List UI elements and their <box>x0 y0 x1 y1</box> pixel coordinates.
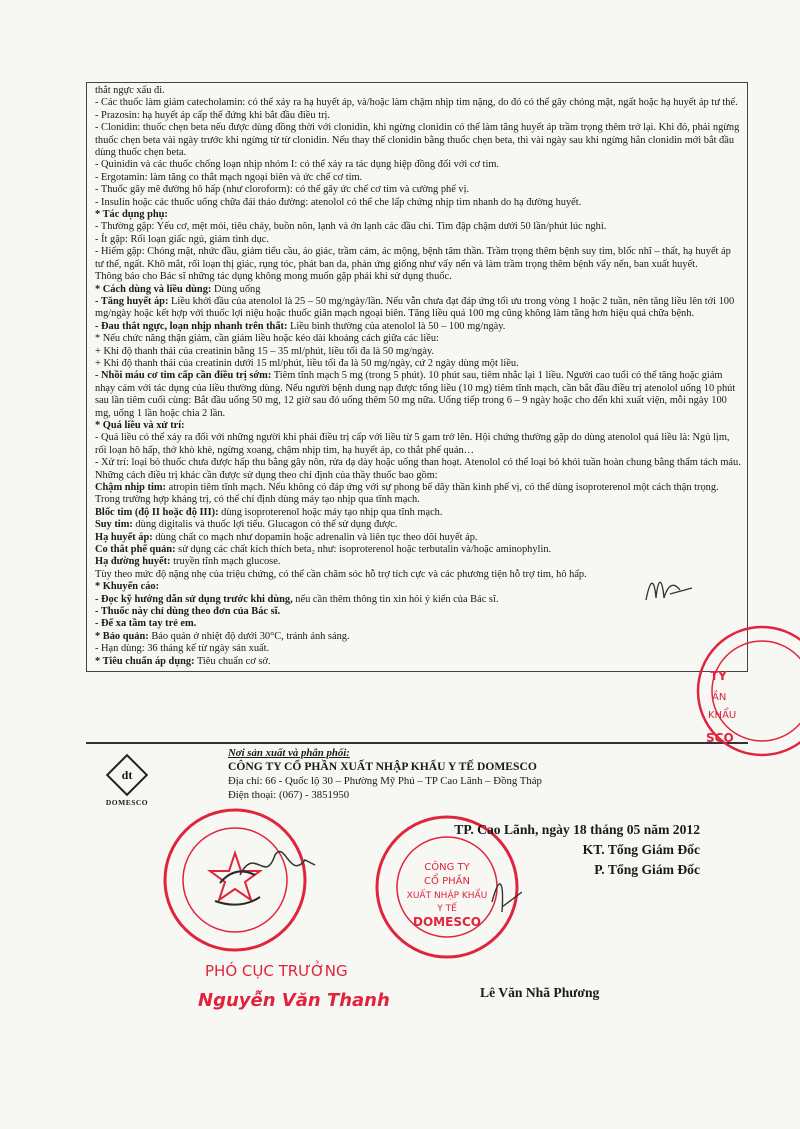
leaflet-paragraph <box>95 85 741 97</box>
leaflet-text: atropin tiêm tĩnh mạch. Nếu không có đáp ứng với sự phong bế dây thần kinh phế vị, có thể dùng isoproterenol một cách thận trọng. Trong trường hợp kháng trị, có thể chỉ định dùng máy tạo nhịp qua tĩnh mạch. <box>95 482 719 506</box>
manufacturer-footer <box>86 742 748 806</box>
leaflet-paragraph <box>95 370 741 420</box>
leaflet-paragraph <box>95 97 741 109</box>
leaflet-text: - Thường gặp: Yếu cơ, mệt mỏi, tiêu chảy, buồn nôn, lạnh và ớn lạnh các đầu chi. Tim đập chậm dưới 50 lần/phút lúc nghỉ. <box>95 221 607 233</box>
leaflet-heading: Hạ đường huyết: <box>95 556 171 568</box>
leaflet-heading: - Đau thắt ngực, loạn nhịp nhanh trên thất: <box>95 320 288 332</box>
company-stamp-edge <box>672 622 800 760</box>
leaflet-text: - Các thuốc làm giảm catecholamin: có thể xảy ra hạ huyết áp, và/hoặc làm chậm nhịp tim nặng, do đó có thể gây chóng mặt, ngất hoặc hạ huyết áp tư thế. <box>95 97 738 109</box>
leaflet-text: - Xử trí: loại bỏ thuốc chưa được hấp thu bằng gây nôn, rửa dạ dày hoặc uống than hoạt. Atenolol có thể loại bỏ khỏi tuần hoàn chung bằng thẩm tách máu. Những cách điều trị khác cần được sử dụng theo chỉ định của thầy thuốc bao gồm: <box>95 457 741 481</box>
svg-text:CỔ PHẦN: CỔ PHẦN <box>424 876 470 887</box>
leaflet-paragraph <box>95 358 741 370</box>
leaflet-heading: Chậm nhịp tim: <box>95 482 167 493</box>
leaflet-paragraph <box>95 159 741 171</box>
leaflet-text: Tùy theo mức độ nặng nhẹ của triệu chứng, có thể cần chăm sóc hỗ trợ tích cực và các phương tiện hỗ trợ tim, hô hấp. <box>95 568 587 580</box>
initial-signature <box>640 570 700 610</box>
svg-text:Y TẾ: Y TẾ <box>437 904 457 914</box>
leaflet-paragraph <box>95 184 741 196</box>
leaflet-text: Tiêm tĩnh mạch 5 mg (trong 5 phút). 10 phút sau, tiêm nhắc lại 1 liều. Người cao tuổi có thể tăng hoặc giảm nhạy cảm với tác dụng của liều thường dùng. Nếu người bệnh dung nạp được tổng liều (10 mg) tiêm tĩnh mạch, cần bắt đầu điều trị atenolol uống 10 phút sau lần tiêm cuối cùng: Bắt đầu uống 50 mg, 12 giờ sau đó uống thêm 50 mg nữa. Uống tiếp trong 6 – 9 ngày hoặc cho đến khi xuất viện, mỗi ngày 100 mg, uống 1 lần hoặc chia 2 lần. <box>95 370 736 419</box>
leaflet-heading: * Cách dùng và liều dùng: <box>95 283 212 295</box>
deputy-name: Nguyễn Văn Thanh <box>198 990 390 1011</box>
diamond-logo-icon: dt <box>106 754 148 796</box>
leaflet-heading: Hạ huyết áp: <box>95 531 153 543</box>
svg-text:TY: TY <box>710 669 727 683</box>
leaflet-text: + Khi độ thanh thải của creatinin bằng 15 – 35 ml/phút, liều tối đa là 50 mg/ngày. <box>95 345 435 357</box>
leaflet-text: - Quinidin và các thuốc chống loạn nhịp nhóm I: có thể xảy ra tác dụng hiệp đồng đối với cơ tim. <box>95 159 500 171</box>
leaflet-paragraph <box>95 271 741 283</box>
leaflet-text: dùng isoproterenol hoặc máy tạo nhịp qua tĩnh mạch. <box>218 506 443 518</box>
leaflet-paragraph <box>95 457 741 482</box>
leaflet-heading: Suy tim: <box>95 519 133 531</box>
leaflet-text: * Nếu chức năng thận giảm, cần giảm liều hoặc kéo dài khoảng cách giữa các liều: <box>95 333 439 345</box>
company-address: Địa chỉ: 66 - Quốc lộ 30 – Phường Mỹ Phú – TP Cao Lãnh – Đồng Tháp <box>228 775 542 787</box>
leaflet-text: Thông báo cho Bác sĩ những tác dụng không mong muốn gặp phải khi sử dụng thuốc. <box>95 271 452 283</box>
svg-text:DOMESCO: DOMESCO <box>413 915 481 929</box>
leaflet-text: - Clonidin: thuốc chẹn beta nếu được dùng đồng thời với clonidin, khi ngừng clonidin có thể làm tăng huyết áp trầm trọng thêm trở lại. Khi đó, phải ngừng thuốc chẹn beta vài ngày trước khi ngừng từ từ clonidin. Nếu thay thế clonidin bằng thuốc chẹn beta, thì vài ngày sau khi ngừng hẳn clonidin mới bắt đầu dùng thuốc chẹn beta. <box>95 122 740 159</box>
leaflet-heading: * Quá liều và xử trí: <box>95 419 185 431</box>
signer-role-1: KT. Tổng Giám Đốc <box>582 842 700 857</box>
leaflet-heading: - Tăng huyết áp: <box>95 295 169 307</box>
leaflet-paragraph <box>95 631 741 643</box>
leaflet-paragraph <box>95 110 741 122</box>
leaflet-text: Tiêu chuẩn cơ sở. <box>194 655 271 667</box>
leaflet-heading: - Đọc kỹ hướng dẫn sử dụng trước khi dùng, <box>95 593 293 605</box>
logo-text: DOMESCO <box>105 798 149 807</box>
svg-text:ẦN: ẦN <box>712 692 727 703</box>
leaflet-text: - Ergotamin: làm tăng co thắt mạch ngoại biên và ức chế cơ tim. <box>95 171 363 183</box>
leaflet-paragraph <box>95 482 741 507</box>
leaflet-paragraph <box>95 544 741 556</box>
leaflet-paragraph <box>95 122 741 159</box>
leaflet-heading: * Bảo quản: <box>95 630 149 642</box>
leaflet-paragraph <box>95 209 741 221</box>
leaflet-heading: * Tác dụng phụ: <box>95 209 168 221</box>
approval-block <box>370 820 700 880</box>
leaflet-text: - Hạn dùng: 36 tháng kể từ ngày sản xuất. <box>95 643 270 655</box>
leaflet-heading: - Thuốc này chỉ dùng theo đơn của Bác sĩ. <box>95 606 281 618</box>
leaflet-paragraph <box>95 197 741 209</box>
leaflet-text: thắt ngực xấu đi. <box>95 85 165 96</box>
svg-text:KHẨU: KHẨU <box>708 710 737 721</box>
leaflet-text: truyền tĩnh mạch glucose. <box>170 556 281 568</box>
date-line: TP. Cao Lãnh, ngày 18 tháng 05 năm 2012 <box>454 822 700 837</box>
leaflet-heading: - Để xa tầm tay trẻ em. <box>95 618 197 630</box>
leaflet-text: nếu cần thêm thông tin xin hỏi ý kiến của Bác sĩ. <box>292 593 499 605</box>
leaflet-paragraph <box>95 507 741 519</box>
leaflet-text: - Thuốc gây mê đường hô hấp (như cloroform): có thể gây ức chế cơ tim và cường phế vị. <box>95 184 470 196</box>
leaflet-paragraph <box>95 618 741 630</box>
company-phone: Điện thoại: (067) - 3851950 <box>228 789 350 801</box>
deputy-title: PHÓ CỤC TRƯỞNG <box>205 962 348 980</box>
leaflet-heading: - Nhồi máu cơ tim cấp cần điều trị sớm: <box>95 370 272 382</box>
leaflet-text: Bảo quản ở nhiệt độ dưới 30°C, tránh ánh sáng. <box>148 630 350 642</box>
domesco-logo <box>96 756 158 807</box>
leaflet-paragraph <box>95 221 741 233</box>
leaflet-heading: Co thắt phế quản: <box>95 544 176 556</box>
leaflet-paragraph <box>95 346 741 358</box>
leaflet-heading: * Tiêu chuẩn áp dụng: <box>95 655 195 667</box>
leaflet-text: Dùng uống <box>211 283 261 295</box>
svg-text:XUẤT NHẬP KHẨU: XUẤT NHẬP KHẨU <box>406 891 488 901</box>
svg-text:SCO: SCO <box>706 731 734 745</box>
leaflet-text: dùng digitalis và thuốc lợi tiểu. Glucagon có thể sử dụng được. <box>132 519 398 531</box>
company-info <box>228 746 738 802</box>
leaflet-paragraph <box>95 333 741 345</box>
leaflet-paragraph <box>95 556 741 568</box>
leaflet-paragraph <box>95 420 741 432</box>
leaflet-text: - Insulin hoặc các thuốc uống chữa đái tháo đường: atenolol có thể che lấp chứng nhịp tim nhanh do hạ đường huyết. <box>95 196 582 208</box>
leaflet-text: - Ít gặp: Rối loạn giấc ngủ, giảm tình dục. <box>95 233 270 245</box>
leaflet-heading: Blốc tim (độ II hoặc độ III): <box>95 506 219 518</box>
deputy-signature <box>230 835 320 895</box>
company-name: CÔNG TY CỔ PHẦN XUẤT NHẬP KHẨU Y TẾ DOMESCO <box>228 760 537 773</box>
leaflet-paragraph <box>95 296 741 321</box>
leaflet-paragraph <box>95 432 741 457</box>
leaflet-text: Liều bình thường của atenolol là 50 – 100 mg/ngày. <box>287 320 506 332</box>
leaflet-heading: * Khuyến cáo: <box>95 581 160 593</box>
leaflet-text: Liều khởi đầu của atenolol là 25 – 50 mg/ngày/lần. Nếu vẫn chưa đạt đáp ứng tối ưu trong vòng 1 hoặc 2 tuần, nên tăng liều lên tới 100 mg/ngày hoặc kết hợp với thuốc lợi niệu hoặc thuốc giãn mạch ngoại biên. Tăng liều quá 100 mg cũng không làm tăng hơn hiệu quả chữa bệnh. <box>95 295 735 320</box>
leaflet-paragraph <box>95 234 741 246</box>
leaflet-paragraph <box>95 172 741 184</box>
leaflet-paragraph <box>95 519 741 531</box>
leaflet-paragraph <box>95 246 741 271</box>
leaflet-text: sử dụng các chất kích thích beta₂ như: isoproterenol hoặc terbutalin và/hoặc aminophylin. <box>175 544 552 556</box>
leaflet-paragraph <box>95 321 741 333</box>
leaflet-text: - Hiếm gặp: Chóng mặt, nhức đầu, giảm tiểu cầu, ảo giác, trầm cảm, ác mộng, bệnh tâm thần. Trầm trọng thêm bệnh suy tim, blốc nhĩ – thất, hạ huyết áp tư thế, ngất. Khô mắt, rối loạn thị giác, rụng tóc, phát ban da, phản ứng giống như vẩy nến và làm trầm trọng thêm bệnh vẩy nến, ban xuất huyết. <box>95 246 731 270</box>
leaflet-paragraph <box>95 284 741 296</box>
leaflet-text: dùng chất co mạch như dopamin hoặc adrenalin và liên tục theo dõi huyết áp. <box>152 531 478 543</box>
leaflet-text: + Khi độ thanh thải của creatinin dưới 15 ml/phút, liều tối đa là 50 mg/ngày, cứ 2 ngày dùng một liều. <box>95 357 519 369</box>
svg-text:CÔNG TY: CÔNG TY <box>424 862 470 873</box>
signer-role-2: P. Tổng Giám Đốc <box>594 862 700 877</box>
leaflet-paragraph <box>95 532 741 544</box>
leaflet-paragraph <box>95 643 741 655</box>
leaflet-text: - Quá liều có thể xảy ra đối với những người khi phải điều trị cấp với liều từ 5 gam trở lên. Hội chứng thường gặp do dùng atenolol quá liều là: Ngủ lịm, rối loạn hô hấp, thở khò khè, ngừng xoang, chậm nhịp tim, hạ huyết áp, co thắt phế quản… <box>95 432 730 456</box>
leaflet-text: - Prazosin: hạ huyết áp cấp thế đứng khi bắt đầu điều trị. <box>95 109 331 121</box>
leaflet-paragraph <box>95 656 741 668</box>
company-signer-name: Lê Văn Nhã Phương <box>480 985 600 1000</box>
manufacturer-label: Nơi sản xuất và phân phối: <box>228 747 350 759</box>
